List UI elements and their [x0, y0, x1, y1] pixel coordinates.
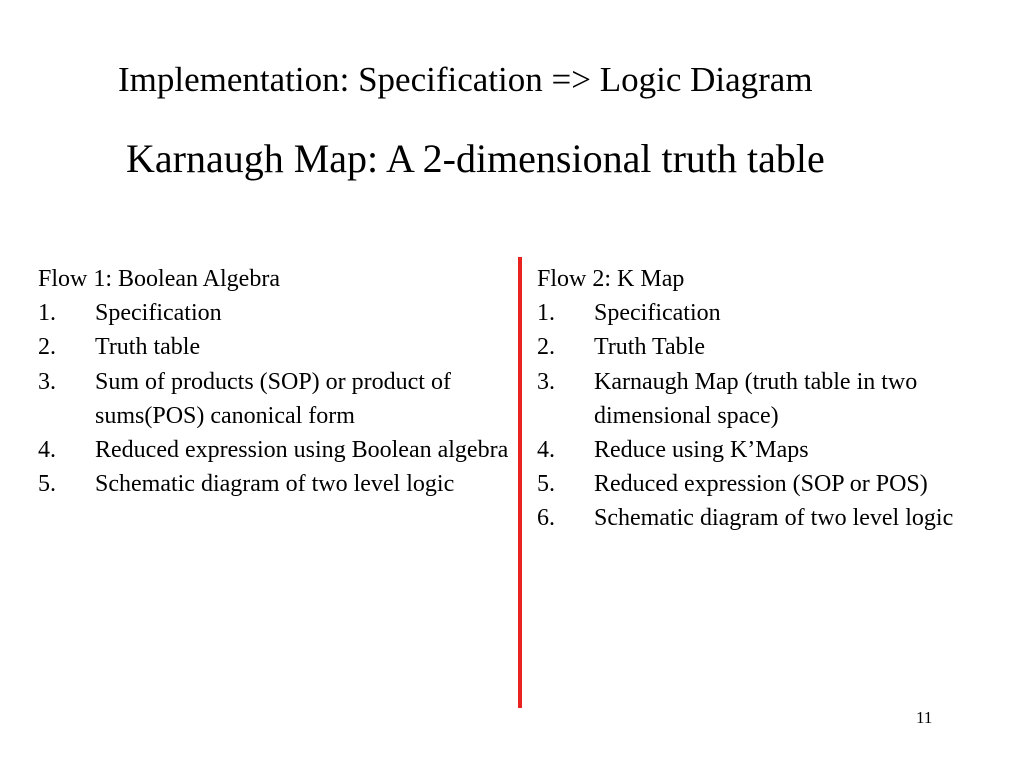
slide-subtitle: Karnaugh Map: A 2-dimensional truth table — [126, 136, 825, 181]
flow-1-step — [38, 296, 520, 330]
step-number: 3. — [537, 368, 555, 395]
step-text: Reduced expression (SOP or POS) — [594, 471, 928, 498]
step-text: Truth table — [95, 334, 201, 361]
step-number: 1. — [537, 300, 555, 327]
step-text: Schematic diagram of two level logic — [594, 505, 954, 532]
step-number: 6. — [537, 505, 555, 532]
step-number: 5. — [38, 471, 56, 498]
step-number: 4. — [38, 437, 56, 464]
slide-title: Implementation: Specification => Logic Diagram — [118, 60, 813, 99]
step-text: Karnaugh Map (truth table in two dimensional space) — [594, 368, 918, 429]
flow-2-step — [537, 296, 997, 330]
step-text: Reduced expression using Boolean algebra — [95, 437, 509, 464]
flow-2-step — [537, 501, 997, 535]
flow-2-step — [537, 467, 997, 501]
step-number: 1. — [38, 300, 56, 327]
flow-1-step — [38, 467, 520, 501]
step-text: Reduce using K’Maps — [594, 437, 809, 464]
step-number: 2. — [537, 334, 555, 361]
step-number: 2. — [38, 334, 56, 361]
step-text: Sum of products (SOP) or product of sums(POS) canonical form — [95, 368, 451, 429]
column-divider — [518, 257, 522, 708]
step-number: 5. — [537, 471, 555, 498]
flow-1-column — [38, 262, 520, 501]
flow-1-step — [38, 433, 520, 467]
step-text: Specification — [95, 300, 222, 327]
step-text: Schematic diagram of two level logic — [95, 471, 455, 498]
flow-1-steps — [38, 296, 520, 501]
flow-2-step — [537, 433, 997, 467]
flow-2-step — [537, 365, 997, 433]
step-number: 4. — [537, 437, 555, 464]
flow-2-step — [537, 330, 997, 364]
flow-1-heading: Flow 1: Boolean Algebra — [38, 266, 280, 292]
step-number: 3. — [38, 368, 56, 395]
flow-2-column — [537, 262, 997, 536]
flow-1-step — [38, 330, 520, 364]
step-text: Truth Table — [594, 334, 705, 361]
flow-1-step — [38, 365, 520, 433]
step-text: Specification — [594, 300, 721, 327]
flow-2-steps — [537, 296, 997, 535]
page-number: 11 — [916, 708, 933, 727]
flow-2-heading: Flow 2: K Map — [537, 266, 685, 292]
